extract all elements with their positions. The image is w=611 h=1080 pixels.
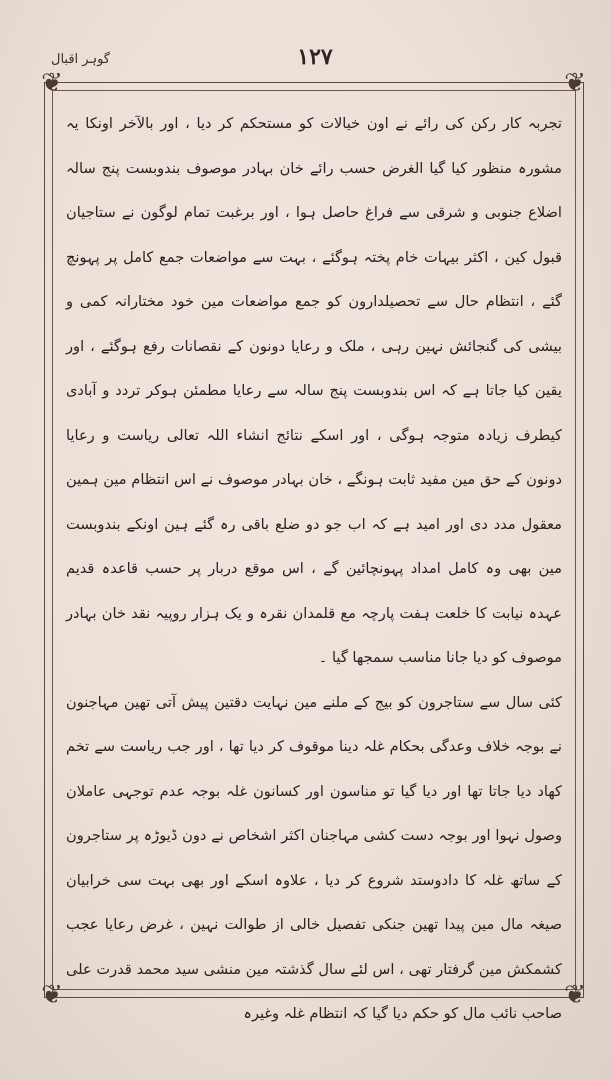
ornament-icon: ❦ xyxy=(564,68,586,98)
body-text xyxy=(66,102,562,1022)
paragraph: تجربہ کار رکن کی رائے نے اون خیالات کو مستحکم کر دیا ، اور بالآخر اونکا یہ مشورہ منظور کیا گیا الغرض حسب رائے خان بہادر موصوف بندوبست پنج سالہ اضلاع جنوبی و شرقی سے فراغ حاصل ہوا ، اور برغبت تمام لوگون نے ستاجیان قبول کین ، اکثر بیہات خام پختہ ہوگئے ، بہت سے مواضعات جمع کامل پر پہونچ گئے ، انتظام حال سے تحصیلدارون کو جمع مواضعات مین خود مختارانہ کمی و بیشی کی گنجائش نہین رہی ، ملک و رعایا دونون کے نقصانات رفع ہوگئے ، اور یقین کیا جاتا ہے کہ اس بندوبست پنج سالہ سے رعایا مطمئن ہوکر تردد و آبادی کیطرف زیادہ متوجہ ہوگی ، اور اسکے نتائج انشاء اللہ تعالی ریاست و رعایا دونون کے حق مین مفید ثابت ہونگے ، خان بہادر موصوف نے اس انتظام مین ہمین معقول مدد دی اور امید ہے کہ اب جو دو ضلع باقی رہ گئے ہین اونکے بندوبست مین بھی وہ کامل امداد پہونچائین گے ، اس موقع دربار پر حسب قاعدہ قدیم عہدہ نیابت کا خلعت ہفت پارچہ مع قلمدان نقرہ و یک ہزار روپیہ نقد خان بہادر موصوف کو دیا جانا مناسب سمجھا گیا ۔ xyxy=(66,115,562,666)
running-head: گوہر اقبال xyxy=(51,52,110,67)
paragraph: کئی سال سے ستاجرون کو بیج کے ملنے مین نہایت دقتین پیش آتی تھین مہاجنون نے بوجہ خلاف وعدگی بحکام غلہ دینا موقوف کر دیا تھا ، اور جب ریاست سے تخم کھاد دیا جاتا تھا اور دیا گیا تو مناسون اور کسانون غلہ بوجہ عدم توجہی عاملان وصول نہوا اور بوجہ دست کشی مہاجنان اکثر اشخاص نے دون ڈیوڑہ پر ستاجرون کے ساتھ غلہ کا دادوستد شروع کر دیا ، علاوہ اسکے اور بھی بہت سی خرابیان صیغہ مال مین پیدا تھین جنکی تفصیل خالی از طوالت نہین ، غرض رعایا عجب کشمکش مین گرفتار تھی ، اس لئے سال گذشتہ مین منشی سید محمد قدرت علی صاحب نائب مال کو حکم دیا گیا کہ انتظام غلہ وغیرہ xyxy=(66,693,562,1022)
ornament-icon: ❦ xyxy=(41,68,63,98)
page-number: ۱۲۷ xyxy=(297,44,333,70)
ornament-icon: ❦ xyxy=(564,980,586,1010)
ornament-icon: ❦ xyxy=(41,980,63,1010)
